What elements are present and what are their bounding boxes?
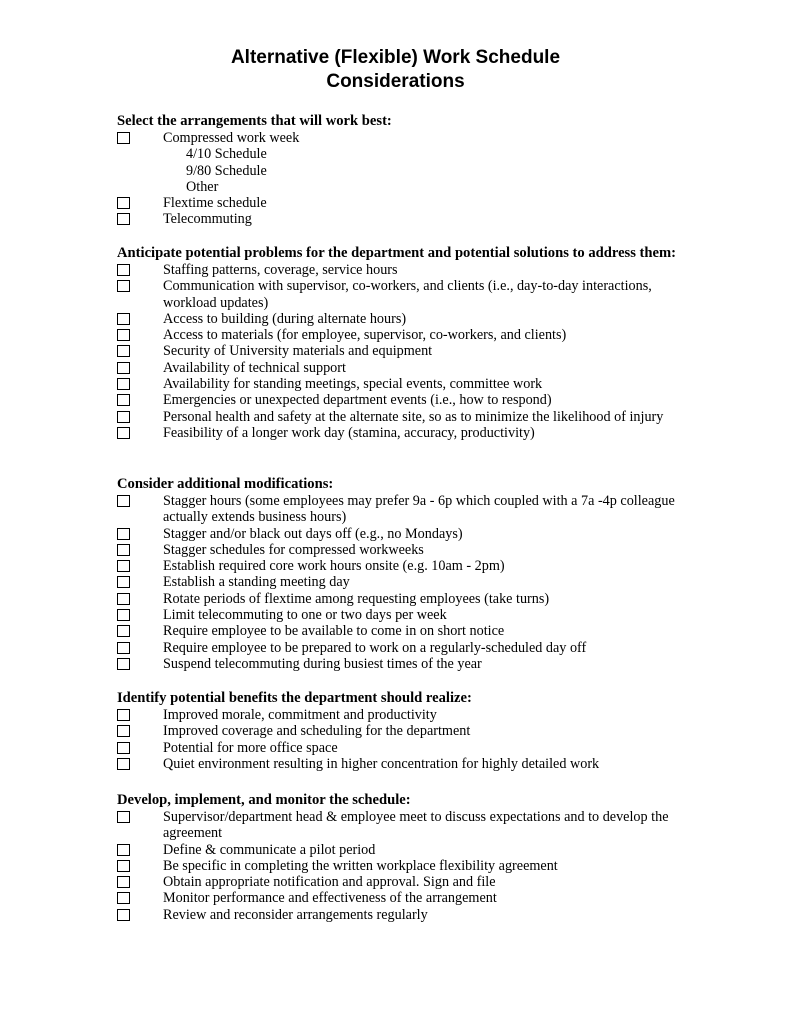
section-heading: Develop, implement, and monitor the schedule: xyxy=(117,792,411,808)
checkbox[interactable] xyxy=(117,593,130,605)
checkbox[interactable] xyxy=(117,313,130,325)
section-heading: Anticipate potential problems for the department and potential solutions to address them: xyxy=(117,245,677,261)
checklist-item-label: Feasibility of a longer work day (stamina, accuracy, productivity) xyxy=(163,424,535,441)
checklist-item-label: Define & communicate a pilot period xyxy=(163,841,376,858)
checklist-item-label: Establish required core work hours onsite (e.g. 10am - 2pm) xyxy=(163,558,505,575)
checkbox[interactable] xyxy=(117,876,130,888)
checklist-item xyxy=(117,526,677,542)
section-heading: Identify potential benefits the department should realize: xyxy=(117,690,472,706)
checklist-item xyxy=(117,409,677,425)
checkbox[interactable] xyxy=(117,213,130,225)
section-arrangements xyxy=(117,113,677,228)
checkbox[interactable] xyxy=(117,742,130,754)
checklist-item xyxy=(117,656,677,672)
checkbox[interactable] xyxy=(117,329,130,341)
checklist-item-label: Stagger and/or black out days off (e.g., no Mondays) xyxy=(163,525,463,542)
checklist-item xyxy=(117,130,677,146)
checklist-item-label: Improved morale, commitment and productivity xyxy=(163,707,437,723)
checklist-item-label: Supervisor/department head & employee meet to discuss expectations and to develop the agreement xyxy=(163,809,669,842)
checklist-item xyxy=(117,623,677,639)
checkbox[interactable] xyxy=(117,909,130,921)
checklist-item xyxy=(117,858,677,874)
checklist-item xyxy=(117,723,677,739)
checkbox[interactable] xyxy=(117,844,130,856)
checkbox[interactable] xyxy=(117,132,130,144)
checklist-item-label: Obtain appropriate notification and approval. Sign and file xyxy=(163,874,496,891)
checklist-item-label: Emergencies or unexpected department events (i.e., how to respond) xyxy=(163,392,552,409)
checkbox[interactable] xyxy=(117,264,130,276)
checklist-item-label: Review and reconsider arrangements regularly xyxy=(163,906,428,923)
checkbox[interactable] xyxy=(117,860,130,872)
sub-item: 9/80 Schedule xyxy=(186,162,267,179)
checklist-item-label: Stagger hours (some employees may prefer 9a - 6p which coupled with a 7a -4p colleague actually extends business hours) xyxy=(163,493,675,526)
checkbox[interactable] xyxy=(117,345,130,357)
title-line-2: Considerations xyxy=(326,71,465,92)
section-problems xyxy=(117,245,677,441)
checkbox[interactable] xyxy=(117,197,130,209)
checkbox[interactable] xyxy=(117,609,130,621)
checkbox[interactable] xyxy=(117,378,130,390)
checklist-item-label: Availability for standing meetings, special events, committee work xyxy=(163,376,543,393)
checklist-item xyxy=(117,890,677,906)
checklist-item xyxy=(117,574,677,590)
checkbox[interactable] xyxy=(117,642,130,654)
checkbox[interactable] xyxy=(117,725,130,737)
checklist-item-label: Potential for more office space xyxy=(163,739,338,756)
checkbox[interactable] xyxy=(117,495,130,507)
checklist-item-label: Communication with supervisor, co-workers, and clients (i.e., day-to-day interactions, workload updates) xyxy=(163,278,652,311)
checkbox[interactable] xyxy=(117,544,130,556)
section-modifications xyxy=(117,476,677,672)
checklist-item xyxy=(117,392,677,408)
checklist-item xyxy=(117,740,677,756)
checklist-item xyxy=(117,343,677,359)
checklist-item xyxy=(117,425,677,441)
checklist-item-label: Limit telecommuting to one or two days per week xyxy=(163,607,447,624)
checklist-item xyxy=(117,874,677,890)
checklist-item-label: Rotate periods of flextime among requesting employees (take turns) xyxy=(163,590,550,607)
checklist-item xyxy=(117,707,677,723)
checklist-item-label: Quiet environment resulting in higher concentration for highly detailed work xyxy=(163,755,600,772)
checklist-item-label: Suspend telecommuting during busiest times of the year xyxy=(163,655,482,672)
checklist-item xyxy=(117,842,677,858)
checklist-item-label: Flextime schedule xyxy=(163,195,267,212)
checklist-item-label: Improved coverage and scheduling for the department xyxy=(163,723,471,740)
checklist-item-label: Access to materials (for employee, supervisor, co-workers, and clients) xyxy=(163,327,567,344)
checklist-item-label: Personal health and safety at the alternate site, so as to minimize the likelihood of injury xyxy=(163,408,664,425)
checklist-item-label: Access to building (during alternate hours) xyxy=(163,310,407,327)
checklist-item-label: Availability of technical support xyxy=(163,359,346,376)
checklist-item xyxy=(117,809,677,842)
checklist-item xyxy=(117,607,677,623)
checklist-item xyxy=(117,640,677,656)
checklist-item xyxy=(117,311,677,327)
sub-item: 4/10 Schedule xyxy=(186,146,267,163)
checkbox[interactable] xyxy=(117,427,130,439)
checklist-item xyxy=(117,262,677,278)
checkbox[interactable] xyxy=(117,758,130,770)
checkbox[interactable] xyxy=(117,709,130,721)
checklist-item-label: Be specific in completing the written workplace flexibility agreement xyxy=(163,857,558,874)
checklist-item xyxy=(117,907,677,923)
checklist-item xyxy=(117,591,677,607)
checklist-item-label: Stagger schedules for compressed workweeks xyxy=(163,541,424,558)
checklist-item xyxy=(117,558,677,574)
sub-item: Other xyxy=(186,178,219,195)
checklist-item-label: Staffing patterns, coverage, service hours xyxy=(163,262,398,278)
checkbox[interactable] xyxy=(117,576,130,588)
section-develop xyxy=(117,792,677,923)
section-heading: Select the arrangements that will work best: xyxy=(117,113,392,129)
checkbox[interactable] xyxy=(117,892,130,904)
checklist-item xyxy=(117,542,677,558)
checklist-item-label: Establish a standing meeting day xyxy=(163,574,350,591)
section-benefits xyxy=(117,690,677,772)
checkbox[interactable] xyxy=(117,280,130,292)
checklist-item-label: Require employee to be prepared to work on a regularly-scheduled day off xyxy=(163,639,587,656)
checkbox[interactable] xyxy=(117,411,130,423)
page-title xyxy=(0,46,791,94)
checklist-item xyxy=(117,211,677,227)
title-line-1: Alternative (Flexible) Work Schedule xyxy=(230,47,561,68)
checkbox[interactable] xyxy=(117,811,130,823)
checklist-item xyxy=(117,195,677,211)
checklist-item-label: Require employee to be available to come in on short notice xyxy=(163,623,505,640)
checklist-item-label: Compressed work week xyxy=(163,130,300,146)
checklist-item-label: Telecommuting xyxy=(163,211,252,228)
checklist-item xyxy=(117,327,677,343)
checklist-item-label: Monitor performance and effectiveness of the arrangement xyxy=(163,890,497,907)
checkbox[interactable] xyxy=(117,394,130,406)
checkbox[interactable] xyxy=(117,560,130,572)
checklist-item xyxy=(117,278,677,311)
checkbox[interactable] xyxy=(117,528,130,540)
checkbox[interactable] xyxy=(117,658,130,670)
section-heading: Consider additional modifications: xyxy=(117,476,334,492)
checklist-item xyxy=(117,376,677,392)
checkbox[interactable] xyxy=(117,625,130,637)
checklist-item-label: Security of University materials and equipment xyxy=(163,343,433,360)
checklist-item xyxy=(117,493,677,526)
checkbox[interactable] xyxy=(117,362,130,374)
checklist-item xyxy=(117,756,677,772)
checklist-item xyxy=(117,360,677,376)
